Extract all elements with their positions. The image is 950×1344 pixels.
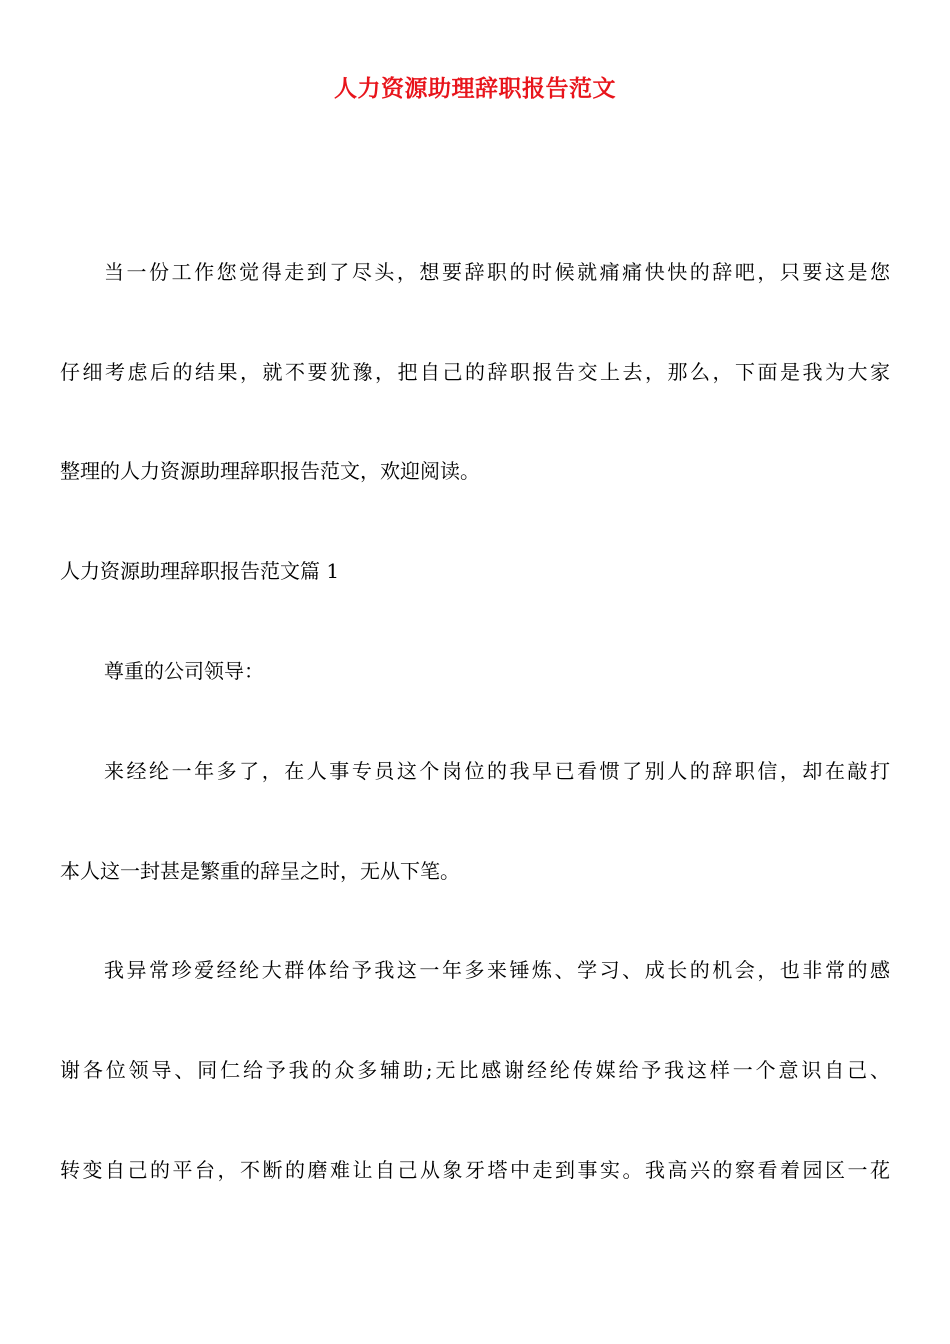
paragraph-line: 谢各位领导、同仁给予我的众多辅助;无比感谢经纶传媒给予我这样一个意识自己、 — [60, 1058, 890, 1082]
paragraph-line: 我异常珍爱经纶大群体给予我这一年多来锤炼、学习、成长的机会，也非常的感 — [104, 958, 890, 982]
paragraph-line: 仔细考虑后的结果，就不要犹豫，把自己的辞职报告交上去，那么，下面是我为大家 — [60, 360, 890, 384]
paragraph-line: 来经纶一年多了，在人事专员这个岗位的我早已看惯了别人的辞职信，却在敲打 — [104, 759, 890, 783]
paragraph-line: 转变自己的平台，不断的磨难让自己从象牙塔中走到事实。我高兴的察看着园区一花 — [60, 1158, 890, 1182]
document-title: 人力资源助理辞职报告范文 — [334, 76, 616, 102]
paragraph-line: 整理的人力资源助理辞职报告范文，欢迎阅读。 — [60, 459, 480, 483]
paragraph-line: 本人这一封甚是繁重的辞呈之时，无从下笔。 — [60, 859, 460, 883]
salutation-line: 尊重的公司领导： — [104, 659, 264, 683]
paragraph-line: 当一份工作您觉得走到了尽头，想要辞职的时候就痛痛快快的辞吧，只要这是您 — [104, 260, 890, 284]
section-heading: 人力资源助理辞职报告范文篇 1 — [60, 559, 340, 583]
